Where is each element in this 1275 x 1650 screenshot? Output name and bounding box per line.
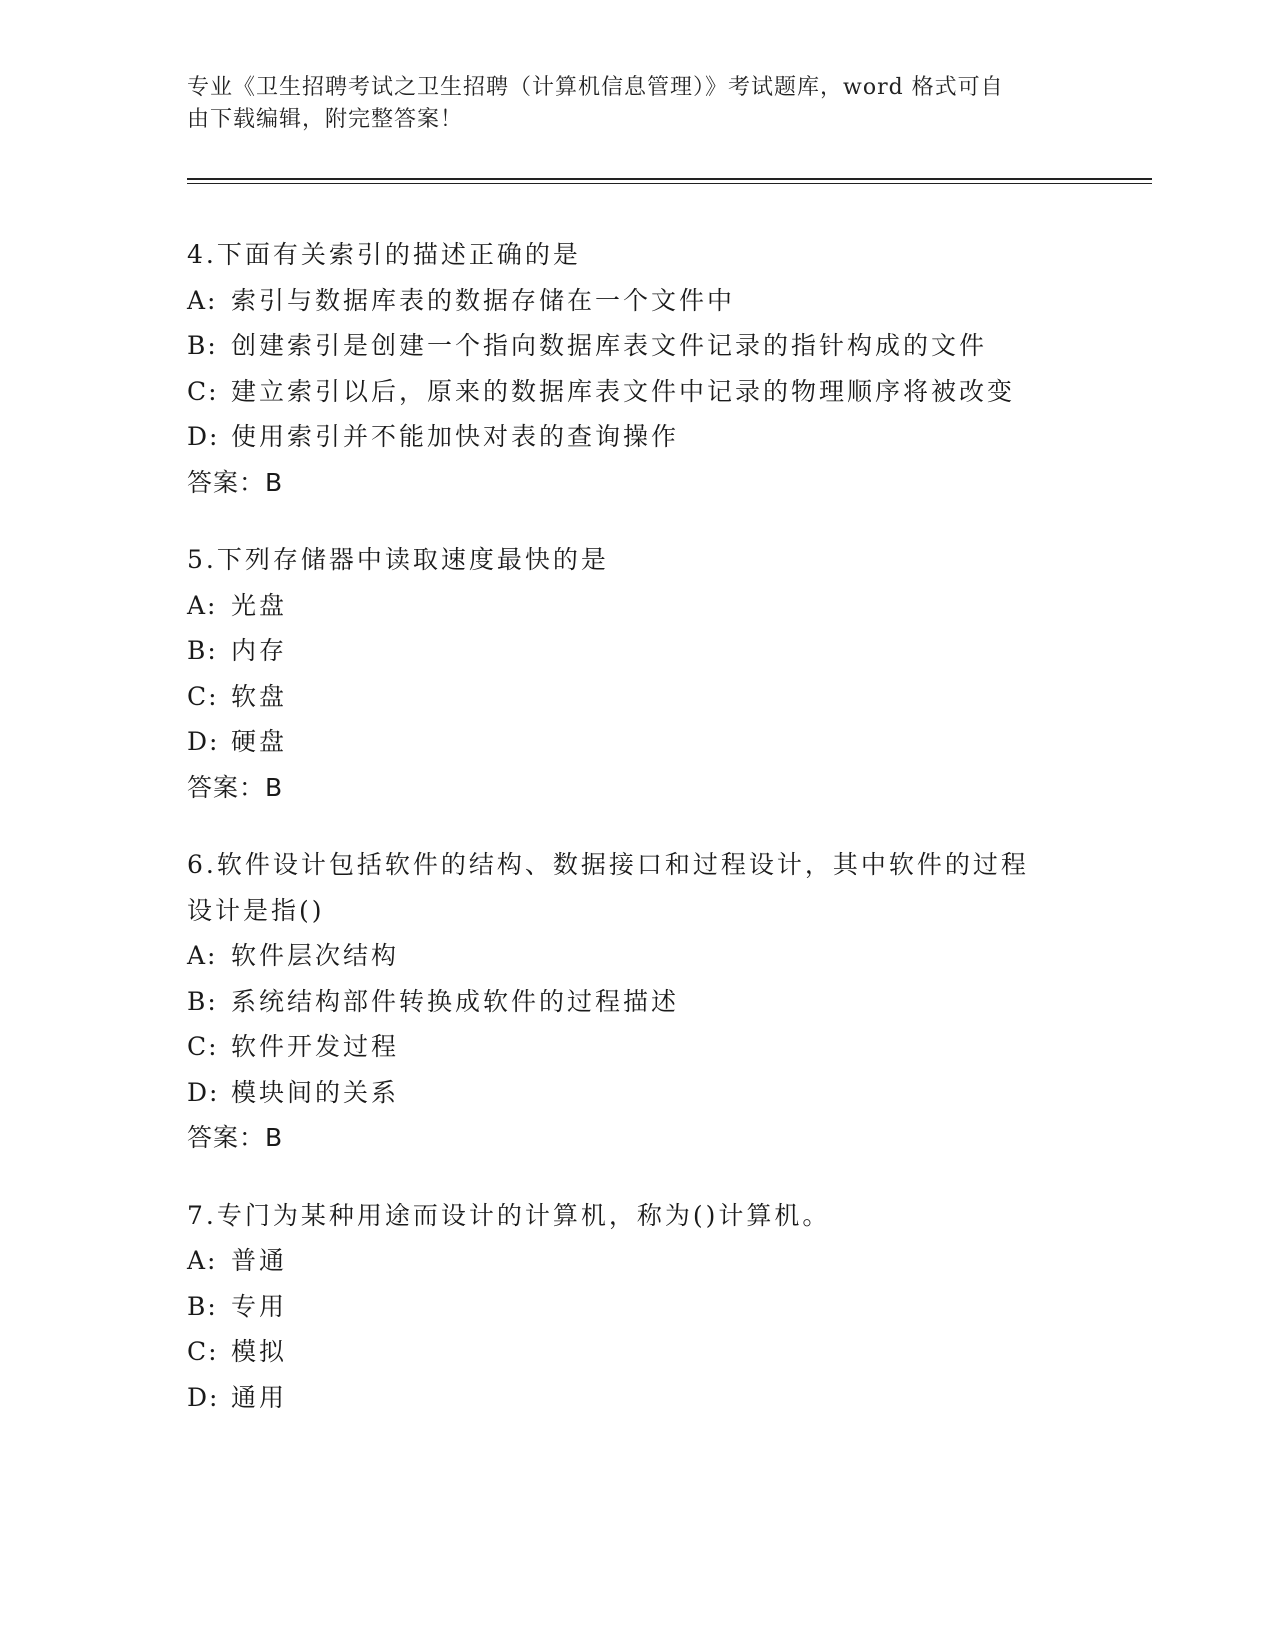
option-b xyxy=(187,628,1087,674)
option-label: C: xyxy=(187,1032,219,1061)
option-label: C: xyxy=(187,1337,219,1366)
option-label: C: xyxy=(187,681,219,711)
question-6 xyxy=(187,842,1087,1161)
option-text: 光盘 xyxy=(231,590,288,620)
option-b xyxy=(187,979,1087,1025)
option-text: 通用 xyxy=(231,1382,288,1412)
option-text: 普通 xyxy=(231,1246,288,1275)
option-text: 模块间的关系 xyxy=(231,1077,400,1107)
question-stem: 4.下面有关索引的描述正确的是 xyxy=(187,240,581,269)
option-text: 模拟 xyxy=(231,1337,288,1366)
option-b xyxy=(187,1284,1087,1330)
question-stem: 7.专门为某种用途而设计的计算机，称为()计算机。 xyxy=(187,1200,831,1230)
header-line-1: 专业《卫生招聘考试之卫生招聘（计算机信息管理）》考试题库，word 格式可自 xyxy=(187,75,1004,100)
header-line-2: 由下载编辑，附完整答案！ xyxy=(187,107,464,132)
option-c xyxy=(187,1024,1087,1070)
answer-line: 答案：B xyxy=(187,1123,284,1152)
option-label: B: xyxy=(187,986,218,1016)
option-a xyxy=(187,933,1087,979)
option-d xyxy=(187,414,1087,460)
option-text: 建立索引以后，原来的数据库表文件中记录的物理顺序将被改变 xyxy=(231,376,1016,406)
option-text: 内存 xyxy=(231,636,288,665)
option-text: 专用 xyxy=(231,1291,288,1321)
option-label: D: xyxy=(187,1382,220,1412)
answer-line: 答案：B xyxy=(187,772,284,802)
question-7 xyxy=(187,1193,1087,1421)
option-a xyxy=(187,583,1087,629)
option-a xyxy=(187,278,1087,324)
question-stem: 5.下列存储器中读取速度最快的是 xyxy=(187,545,609,574)
option-d xyxy=(187,1070,1087,1116)
header-divider-thin xyxy=(187,183,1152,184)
option-b xyxy=(187,323,1087,369)
option-c xyxy=(187,369,1087,415)
question-4 xyxy=(187,232,1087,505)
question-list xyxy=(187,232,1087,1452)
option-label: D: xyxy=(187,422,220,451)
option-text: 软件开发过程 xyxy=(231,1032,400,1061)
question-stem-line-1: 6.软件设计包括软件的结构、数据接口和过程设计，其中软件的过程 xyxy=(187,850,1029,879)
header-divider-thick xyxy=(187,178,1152,180)
option-label: D: xyxy=(187,727,220,756)
option-text: 索引与数据库表的数据存储在一个文件中 xyxy=(231,285,736,315)
option-label: A: xyxy=(187,941,218,970)
option-text: 软件层次结构 xyxy=(231,941,400,970)
option-label: A: xyxy=(187,590,218,620)
document-header xyxy=(187,72,1067,136)
option-c xyxy=(187,674,1087,720)
option-label: B: xyxy=(187,1291,218,1321)
option-label: C: xyxy=(187,376,219,406)
question-stem-line-2: 设计是指() xyxy=(187,895,325,925)
option-label: D: xyxy=(187,1077,220,1107)
option-text: 硬盘 xyxy=(231,727,288,756)
option-c xyxy=(187,1329,1087,1375)
option-text: 使用索引并不能加快对表的查询操作 xyxy=(231,422,680,451)
option-text: 软盘 xyxy=(231,681,288,711)
option-label: B: xyxy=(187,331,218,360)
option-text: 系统结构部件转换成软件的过程描述 xyxy=(231,986,680,1016)
option-d xyxy=(187,1375,1087,1421)
option-label: B: xyxy=(187,636,218,665)
question-5 xyxy=(187,537,1087,810)
option-text: 创建索引是创建一个指向数据库表文件记录的指针构成的文件 xyxy=(231,331,988,360)
option-d xyxy=(187,719,1087,765)
option-label: A: xyxy=(187,285,218,315)
option-label: A: xyxy=(187,1246,218,1275)
answer-line: 答案：B xyxy=(187,467,284,497)
option-a xyxy=(187,1238,1087,1284)
